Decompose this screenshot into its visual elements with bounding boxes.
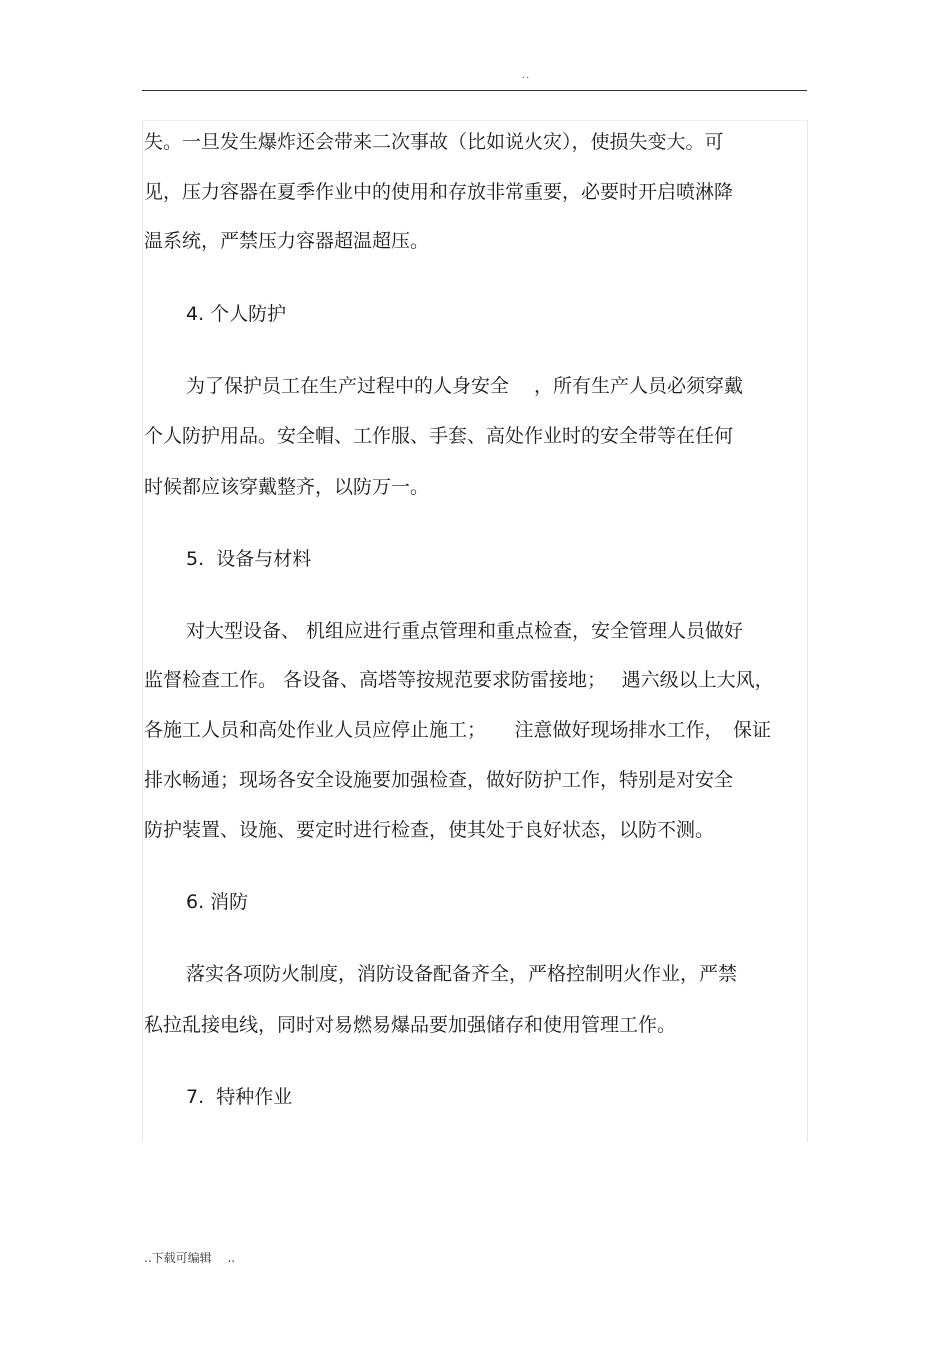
section-heading: 7. 特种作业 <box>186 1086 293 1108</box>
body-text-line: 失。一旦发生爆炸还会带来二次事故（比如说火灾），使损失变大。可 <box>144 131 724 153</box>
body-text-line: 个人防护用品。安全帽、工作服、手套、高处作业时的安全带等在任何 <box>144 425 734 447</box>
footer-text: ..下载可编辑 .. <box>144 1251 236 1265</box>
body-text-line: 防护装置、设施、要定时进行检查，使其处于良好状态，以防不测。 <box>144 819 715 841</box>
body-text-line: 落实各项防火制度，消防设备配备齐全，严格控制明火作业，严禁 <box>186 963 738 985</box>
body-text-line: 见，压力容器在夏季作业中的使用和存放非常重要，必要时开启喷淋降 <box>144 181 734 203</box>
body-text-line: 各施工人员和高处作业人员应停止施工； 注意做好现场排水工作， 保证 <box>144 719 772 741</box>
body-text-line: 时候都应该穿戴整齐，以防万一。 <box>144 476 430 498</box>
header-rule <box>142 90 807 91</box>
body-text-line: 对大型设备、 机组应进行重点管理和重点检查，安全管理人员做好 <box>186 620 744 642</box>
body-text-line: 排水畅通；现场各安全设施要加强检查，做好防护工作，特别是对安全 <box>144 769 734 791</box>
body-text-line: 为了保护员工在生产过程中的人身安全 ，所有生产人员必须穿戴 <box>186 375 744 397</box>
page-header-mark: .. <box>522 70 531 81</box>
body-text-line: 私拉乱接电线，同时对易燃易爆品要加强储存和使用管理工作。 <box>144 1014 677 1036</box>
body-text-line: 监督检查工作。 各设备、高塔等按规范要求防雷接地； 遇六级以上大风， <box>144 669 774 691</box>
section-heading: 6. 消防 <box>186 891 249 913</box>
body-text-line: 温系统，严禁压力容器超温超压。 <box>144 230 430 252</box>
section-heading: 4. 个人防护 <box>186 303 287 325</box>
section-heading: 5. 设备与材料 <box>186 548 312 570</box>
